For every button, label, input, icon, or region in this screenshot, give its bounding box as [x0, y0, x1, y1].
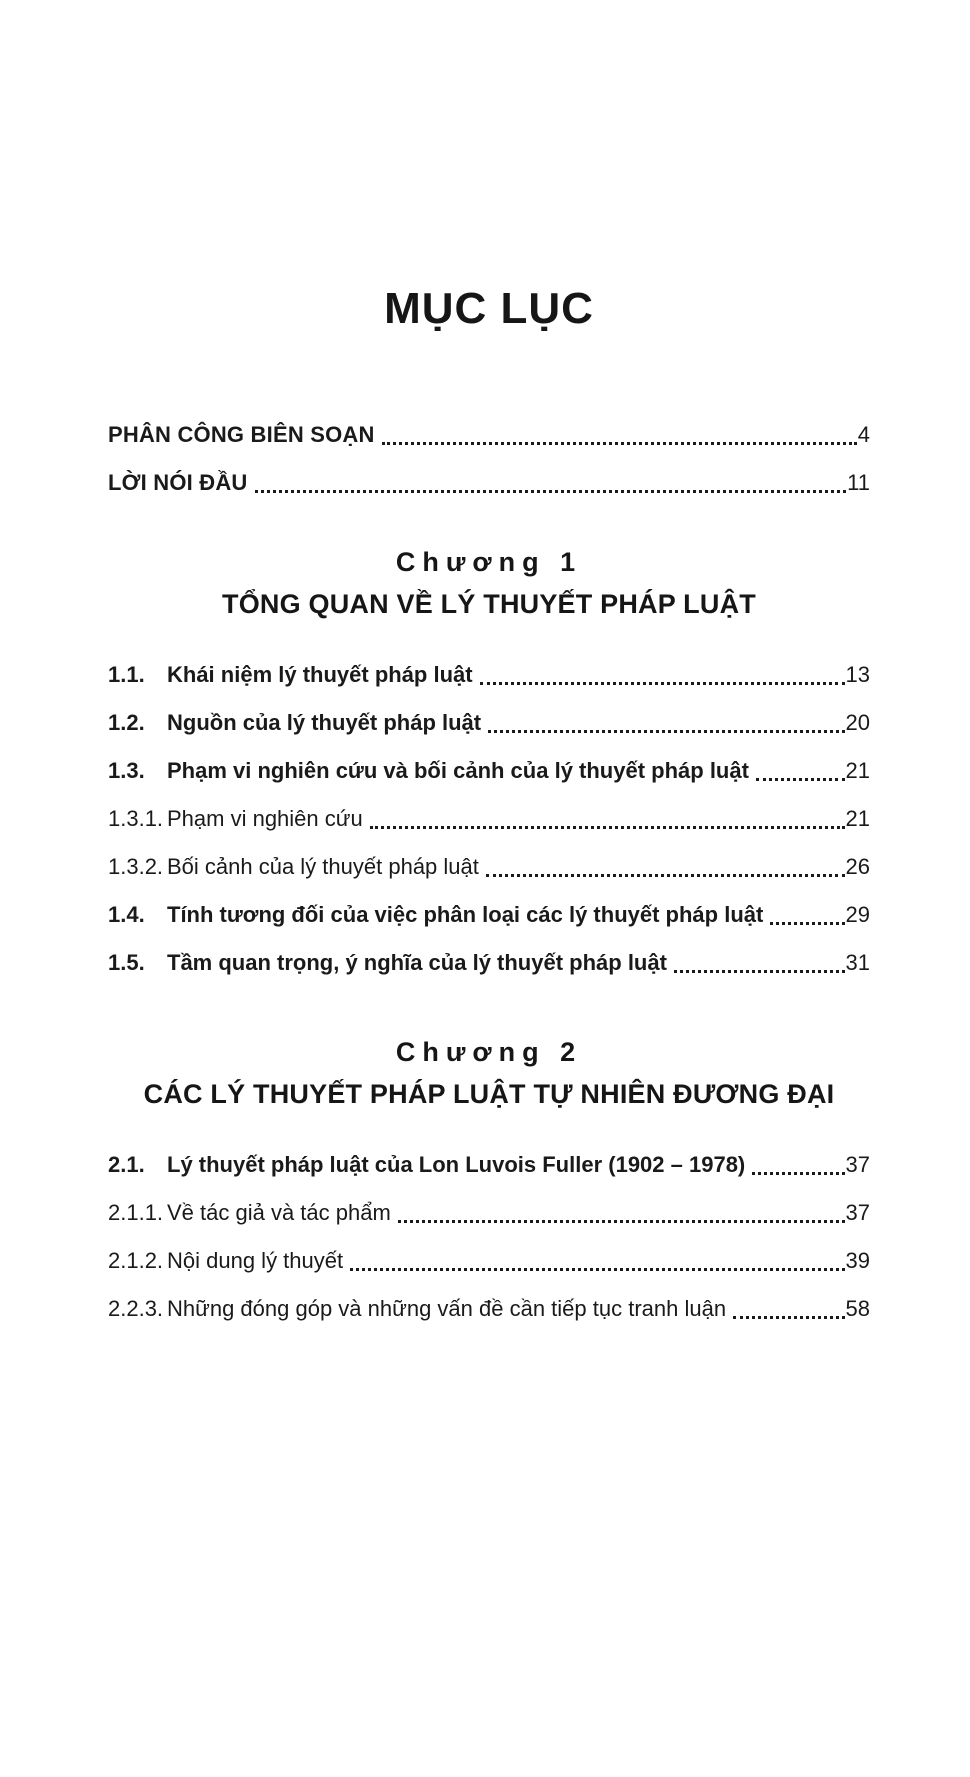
entry-number: 1.3.1. [108, 805, 164, 831]
chapter-2-title: CÁC LÝ THUYẾT PHÁP LUẬT TỰ NHIÊN ĐƯƠNG ĐẠI [143, 1078, 835, 1109]
entry-label: Về tác giả và tác phẩm [167, 1199, 391, 1225]
chapter-2-entries [108, 1150, 870, 1324]
toc-entry [108, 660, 870, 690]
front-matter-list [108, 420, 870, 498]
dots-leader [480, 682, 845, 685]
entry-page-number: 37 [845, 1151, 870, 1177]
entry-number: 2.1. [108, 1151, 145, 1177]
entry-number: 2.1.1. [108, 1199, 164, 1225]
dots-leader [382, 442, 857, 445]
entry-number: 2.1.2. [108, 1247, 164, 1273]
entry-page-number: 26 [845, 853, 870, 879]
entry-number: 1.3.2. [108, 853, 164, 879]
dots-leader [752, 1172, 844, 1175]
dots-leader [733, 1316, 844, 1319]
entry-number: 1.1. [108, 661, 145, 687]
entry-number: 1.5. [108, 949, 145, 975]
entry-page-number: 21 [845, 757, 870, 783]
dots-leader [255, 490, 847, 493]
dots-leader [398, 1220, 845, 1223]
toc-entry [108, 708, 870, 738]
entry-number: 2.2.3. [108, 1295, 164, 1321]
entry-page-number: 11 [847, 469, 870, 495]
toc-entry [108, 1150, 870, 1180]
toc-entry [108, 900, 870, 930]
page-title: MỤC LỤC [384, 284, 594, 333]
entry-number: 1.4. [108, 901, 145, 927]
toc-entry [108, 468, 870, 498]
entry-label: Lý thuyết pháp luật của Lon Luvois Fuller (1902 – 1978) [167, 1151, 746, 1177]
entry-label: Những đóng góp và những vấn đề cần tiếp tục tranh luận [167, 1295, 727, 1321]
toc-entry [108, 804, 870, 834]
entry-label: LỜI NÓI ĐẦU [108, 469, 248, 495]
entry-label: Nguồn của lý thuyết pháp luật [167, 709, 482, 735]
toc-page [0, 283, 970, 1777]
dots-leader [350, 1268, 844, 1271]
toc-entry [108, 420, 870, 450]
chapter-1-entries [108, 660, 870, 978]
toc-entry [108, 852, 870, 882]
chapter-1-title: TỔNG QUAN VỀ LÝ THUYẾT PHÁP LUẬT [222, 588, 756, 619]
dots-leader [770, 922, 844, 925]
entry-label: Bối cảnh của lý thuyết pháp luật [167, 853, 479, 879]
entry-label: Phạm vi nghiên cứu và bối cảnh của lý thuyết pháp luật [167, 757, 749, 783]
entry-page-number: 4 [857, 421, 870, 447]
chapter-1-kicker: Chương 1 [395, 546, 583, 577]
dots-leader [488, 730, 844, 733]
chapter-2-kicker: Chương 2 [395, 1036, 583, 1067]
chapter-2-heading [108, 1034, 870, 1112]
entry-page-number: 29 [845, 901, 870, 927]
entry-number: 1.3. [108, 757, 145, 783]
dots-leader [674, 970, 845, 973]
toc-entry [108, 1294, 870, 1324]
dots-leader [756, 778, 845, 781]
entry-page-number: 13 [845, 661, 870, 687]
entry-label: PHÂN CÔNG BIÊN SOẠN [108, 421, 375, 447]
dots-leader [370, 826, 845, 829]
entry-page-number: 39 [845, 1247, 870, 1273]
entry-label: Khái niệm lý thuyết pháp luật [167, 661, 473, 687]
entry-page-number: 21 [845, 805, 870, 831]
toc-entry [108, 1198, 870, 1228]
toc-entry [108, 1246, 870, 1276]
toc-entry [108, 948, 870, 978]
entry-page-number: 58 [845, 1295, 870, 1321]
entry-number: 1.2. [108, 709, 145, 735]
entry-label: Tầm quan trọng, ý nghĩa của lý thuyết pháp luật [167, 949, 667, 975]
entry-label: Nội dung lý thuyết [167, 1247, 344, 1273]
chapter-1-heading [108, 544, 870, 622]
entry-label: Phạm vi nghiên cứu [167, 805, 363, 831]
toc-entry [108, 756, 870, 786]
entry-page-number: 37 [845, 1199, 870, 1225]
entry-page-number: 20 [845, 709, 870, 735]
dots-leader [486, 874, 845, 877]
entry-page-number: 31 [845, 949, 870, 975]
entry-label: Tính tương đối của việc phân loại các lý thuyết pháp luật [167, 901, 764, 927]
